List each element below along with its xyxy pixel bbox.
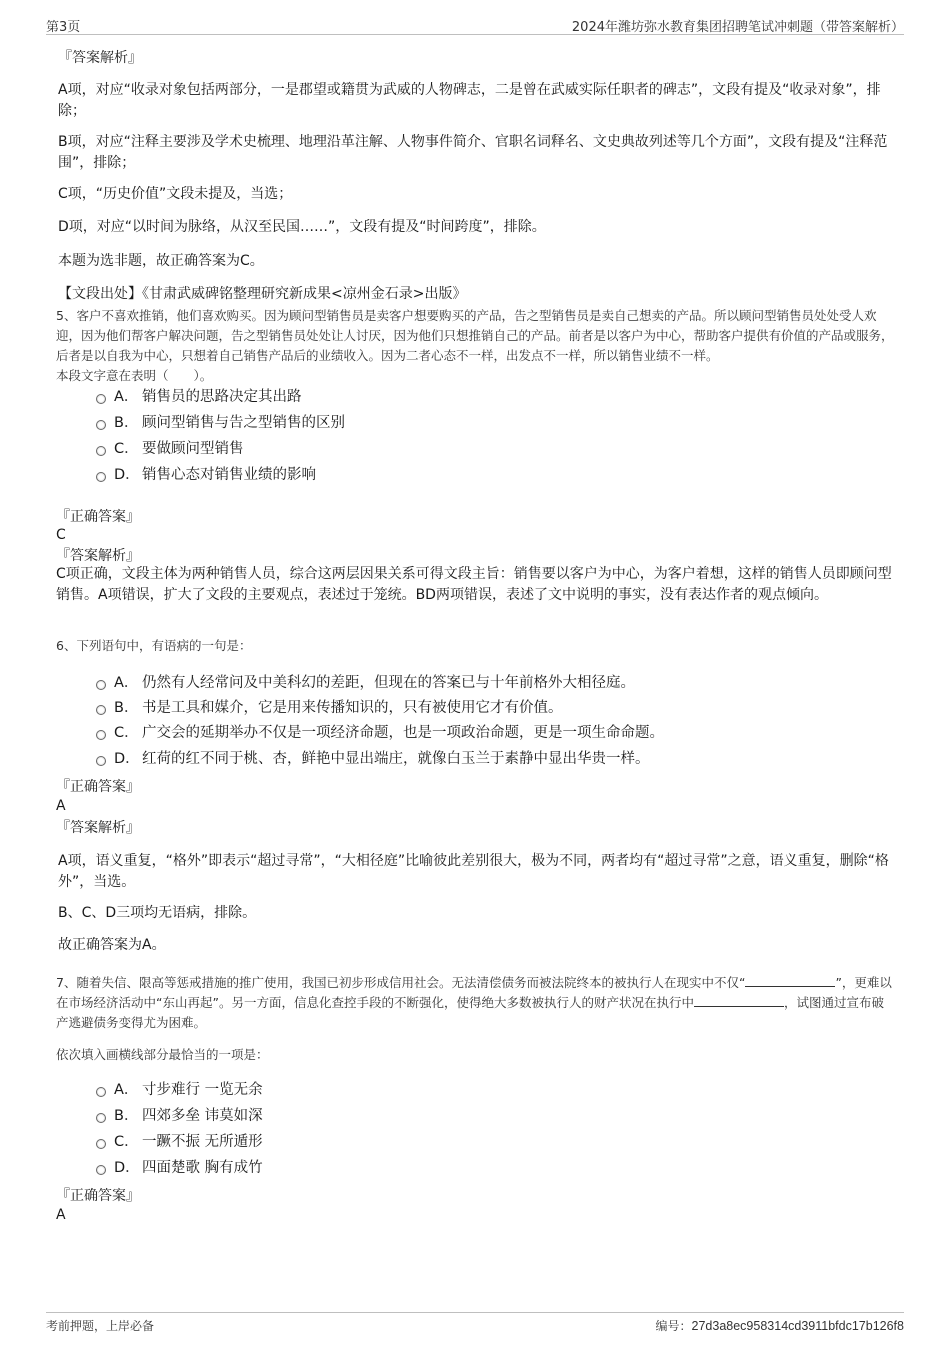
q5-answer: C: [56, 527, 66, 543]
document-title: 2024年潍坊弥水教育集团招聘笔试冲刺题（带答案解析）: [571, 20, 904, 35]
q7-option-b[interactable]: B． 四郊多垒 讳莫如深: [96, 1106, 263, 1126]
radio-icon[interactable]: [96, 730, 106, 740]
q6-answer: A: [56, 798, 66, 814]
radio-icon[interactable]: [96, 420, 106, 430]
q5-question: 本段文字意在表明（ ）。: [56, 368, 213, 383]
footer-slogan: 考前押题，上岸必备: [46, 1319, 155, 1333]
radio-icon[interactable]: [96, 1113, 106, 1123]
q4-analysis-b: B项，对应“注释主要涉及学术史梳理、地理沿革注解、人物事件简介、官职名词释名、文史典故列述等几个方面”，文段有提及“注释范围”，排除；: [58, 134, 888, 171]
q6-conclusion: 故正确答案为A。: [58, 937, 166, 953]
radio-icon[interactable]: [96, 446, 106, 456]
page-number: 第3页: [46, 20, 81, 35]
q5-option-b[interactable]: B． 顾问型销售与告之型销售的区别: [96, 413, 345, 433]
q5-analysis: C项正确，文段主体为两种销售人员，综合这两层因果关系可得文段主旨：销售要以客户为中心，为客户着想，这样的销售人员即顾问型销售。A项错误，扩大了文段的主要观点，表述过于笼统。BD两项错误，表述了文中说明的事实，没有表达作者的观点倾向。: [56, 566, 892, 603]
q6-option-d[interactable]: D． 红荷的红不同于桃、杏，鲜艳中显出端庄，就像白玉兰于素静中显出华贵一样。: [96, 749, 650, 769]
q4-analysis-a: A项，对应“收录对象包括两部分，一是郡望或籍贯为武威的人物碑志，二是曾在武威实际任职者的碑志”，文段有提及“收录对象”，排除；: [58, 82, 881, 119]
radio-icon[interactable]: [96, 472, 106, 482]
q6-stem: 6、下列语句中，有语病的一句是：: [56, 638, 252, 653]
q6-answer-label: 『正确答案』: [56, 779, 140, 795]
radio-icon[interactable]: [96, 705, 106, 715]
fill-blank-1[interactable]: [745, 974, 835, 987]
radio-icon[interactable]: [96, 1165, 106, 1175]
radio-icon[interactable]: [96, 680, 106, 690]
radio-icon[interactable]: [96, 1087, 106, 1097]
q5-analysis-label: 『答案解析』: [56, 548, 140, 564]
q4-analysis-c: C项，“历史价值”文段未提及，当选；: [58, 186, 293, 202]
q5-stem: 5、客户不喜欢推销，他们喜欢购买。因为顾问型销售员是卖客户想要购买的产品，告之型销售员是卖自己想卖的产品。所以顾问型销售员处处受人欢迎，因为他们帮客户解决问题，告之型销售员处处让人讨厌，因为他们只想推销自己的产品。前者是以客户为中心，帮助客户提供有价值的产品或服务，后者是以自我为中心，只想着自己销售产品后的业绩收入。因为二者心态不一样，出发点不一样，所以销售业绩不一样。: [56, 308, 894, 363]
q6-option-b[interactable]: B． 书是工具和媒介，它是用来传播知识的，只有被使用它才有价值。: [96, 698, 563, 718]
q7-option-a[interactable]: A． 寸步难行 一览无余: [96, 1080, 263, 1100]
q5-answer-label: 『正确答案』: [56, 509, 140, 525]
q6-option-a[interactable]: A． 仍然有人经常问及中美科幻的差距，但现在的答案已与十年前格外大相径庭。: [96, 673, 635, 693]
q7-stem: 7、随着失信、限高等惩戒措施的推广使用，我国已初步形成信用社会。无法清偿债务而被法院终本的被执行人在现实中不仅“ ”，更难以在市场经济活动中“东山再起”。另一方面，信息化查控手段的不断强化，使得绝大多数被执行人的财产状况在执行中 ，试图通过宣布破产逃避债务变得尤为困难。: [56, 975, 892, 1030]
q5-option-c[interactable]: C． 要做顾问型销售: [96, 439, 244, 459]
radio-icon[interactable]: [96, 1139, 106, 1149]
radio-icon[interactable]: [96, 394, 106, 404]
page-header: [46, 14, 904, 35]
document-code: 编号：27d3a8ec958314cd3911bfdc17b126f8: [655, 1319, 904, 1333]
q7-answer-label: 『正确答案』: [56, 1188, 140, 1204]
q5-option-a[interactable]: A． 销售员的思路决定其出路: [96, 387, 302, 407]
q4-conclusion: 本题为选非题，故正确答案为C。: [58, 253, 264, 269]
q6-analysis-label: 『答案解析』: [56, 820, 140, 836]
q7-answer: A: [56, 1207, 66, 1223]
fill-blank-2[interactable]: [694, 994, 784, 1007]
q5-option-d[interactable]: D． 销售心态对销售业绩的影响: [96, 465, 316, 485]
q6-analysis-b: B、C、D三项均无语病，排除。: [58, 905, 257, 921]
q6-analysis-a: A项，语义重复，“格外”即表示“超过寻常”，“大相径庭”比喻彼此差别很大，极为不同，两者均有“超过寻常”之意，语义重复，删除“格外”，当选。: [58, 853, 889, 890]
q4-source: 【文段出处】《甘肃武威碑铭整理研究新成果<凉州金石录>出版》: [58, 286, 467, 302]
page-footer: [46, 1312, 904, 1335]
q7-option-d[interactable]: D． 四面楚歌 胸有成竹: [96, 1158, 263, 1178]
q7-option-c[interactable]: C． 一蹶不振 无所遁形: [96, 1132, 263, 1152]
q4-analysis-label: 『答案解析』: [58, 50, 142, 66]
radio-icon[interactable]: [96, 756, 106, 766]
q7-question: 依次填入画横线部分最恰当的一项是：: [56, 1047, 269, 1062]
q6-option-c[interactable]: C． 广交会的延期举办不仅是一项经济命题，也是一项政治命题，更是一项生命命题。: [96, 723, 664, 743]
q4-analysis-d: D项，对应“以时间为脉络，从汉至民国……”，文段有提及“时间跨度”，排除。: [58, 219, 546, 235]
